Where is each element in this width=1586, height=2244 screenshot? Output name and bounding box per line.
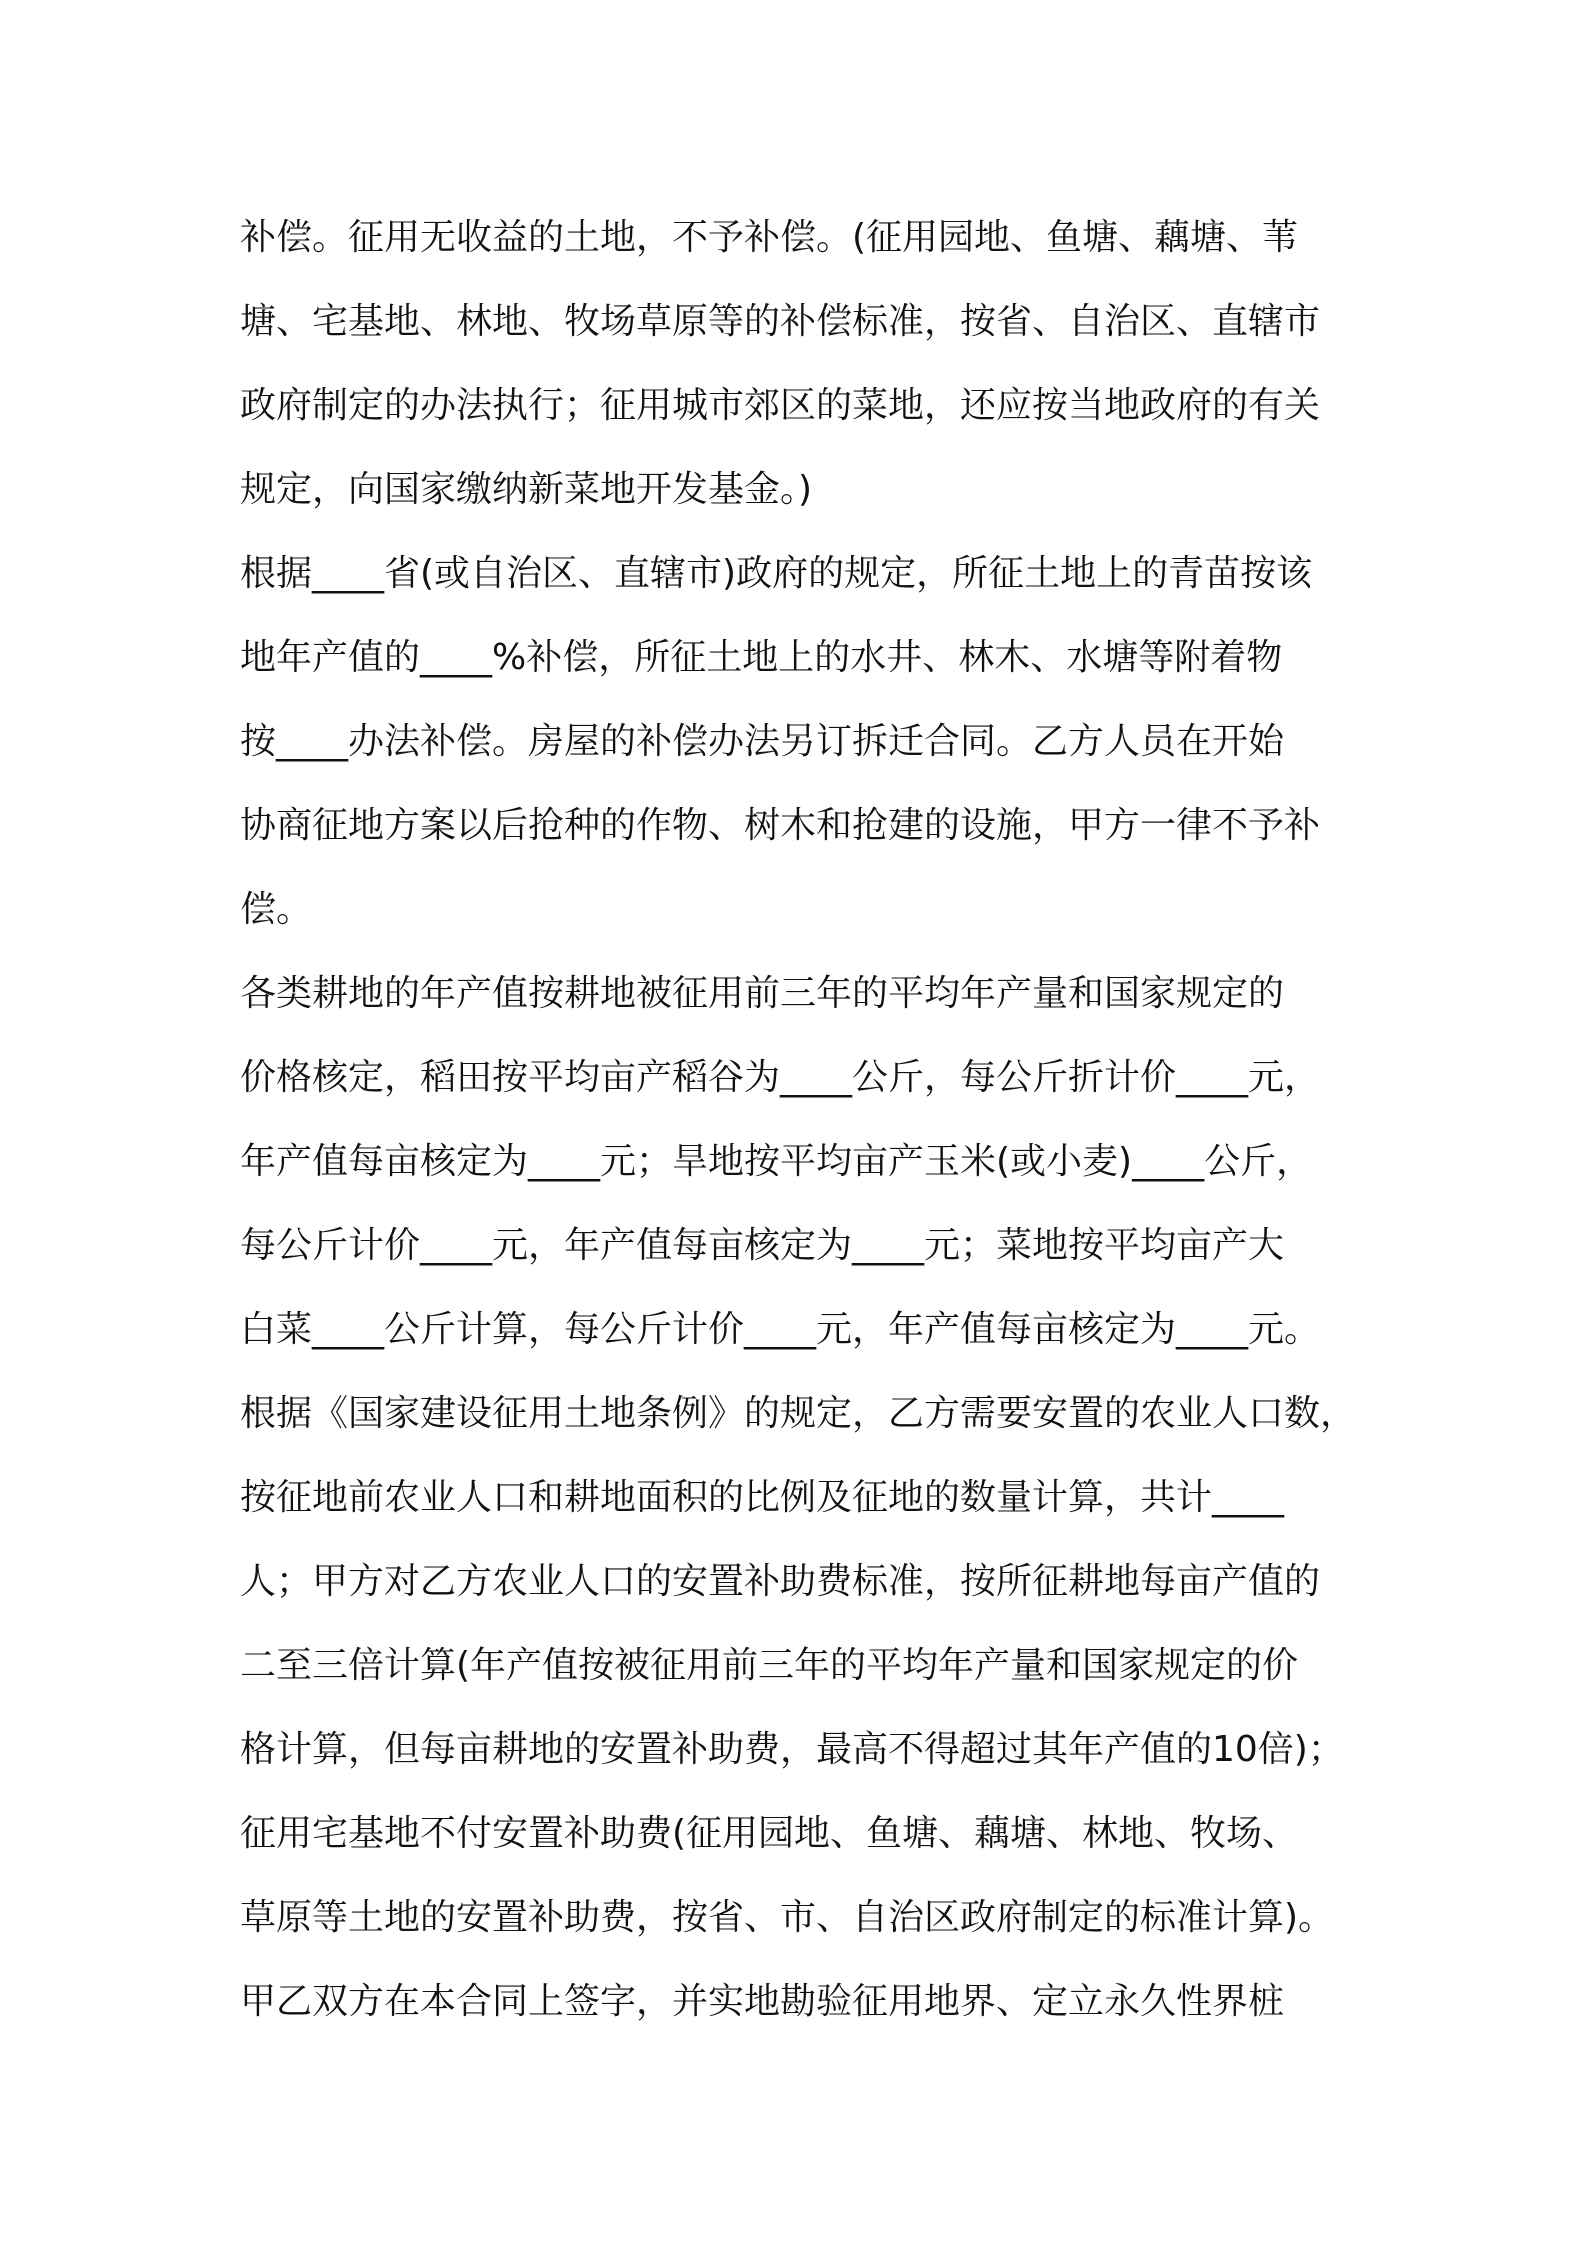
text-line-1: 补偿。征用无收益的土地，不予补偿。(征用园地、鱼塘、藕塘、苇 — [240, 217, 1299, 258]
text-line-4: 规定，向国家缴纳新菜地开发基金。) — [240, 469, 813, 510]
text-line-3: 政府制定的办法执行；征用城市郊区的菜地，还应按当地政府的有关 — [240, 385, 1321, 426]
text-line-19: 格计算，但每亩耕地的安置补助费，最高不得超过其年产值的10倍)； — [240, 1729, 1344, 1770]
text-line-2: 塘、宅基地、林地、牧场草原等的补偿标准，按省、自治区、直辖市 — [240, 301, 1321, 342]
text-line-11: 价格核定，稻田按平均亩产稻谷为____公斤，每公斤折计价____元， — [240, 1057, 1321, 1098]
text-line-14: 白菜____公斤计算，每公斤计价____元，年产值每亩核定为____元。 — [240, 1309, 1321, 1350]
text-line-5: 根据____省(或自治区、直辖市)政府的规定，所征土地上的青苗按该 — [240, 553, 1313, 594]
text-line-21: 草原等土地的安置补助费，按省、市、自治区政府制定的标准计算)。 — [240, 1897, 1335, 1938]
text-line-22: 甲乙双方在本合同上签字，并实地勘验征用地界、定立永久性界桩 — [240, 1981, 1285, 2022]
text-line-12: 年产值每亩核定为____元；旱地按平均亩产玉米(或小麦)____公斤， — [240, 1141, 1313, 1182]
contract-body-text — [240, 196, 1360, 2044]
text-line-6: 地年产值的____%补偿，所征土地上的水井、林木、水塘等附着物 — [240, 637, 1283, 678]
text-line-18: 二至三倍计算(年产值按被征用前三年的平均年产量和国家规定的价 — [240, 1645, 1299, 1686]
text-line-16: 按征地前农业人口和耕地面积的比例及征地的数量计算，共计____ — [240, 1477, 1285, 1518]
text-line-7: 按____办法补偿。房屋的补偿办法另订拆迁合同。乙方人员在开始 — [240, 721, 1285, 762]
text-line-9: 偿。 — [240, 889, 313, 930]
text-line-20: 征用宅基地不付安置补助费(征用园地、鱼塘、藕塘、林地、牧场、 — [240, 1813, 1299, 1854]
text-line-17: 人；甲方对乙方农业人口的安置补助费标准，按所征耕地每亩产值的 — [240, 1561, 1321, 1602]
text-line-8: 协商征地方案以后抢种的作物、树木和抢建的设施，甲方一律不予补 — [240, 805, 1321, 846]
text-line-10: 各类耕地的年产值按耕地被征用前三年的平均年产量和国家规定的 — [240, 973, 1285, 1014]
text-line-15: 根据《国家建设征用土地条例》的规定，乙方需要安置的农业人口数， — [240, 1393, 1357, 1434]
text-line-13: 每公斤计价____元，年产值每亩核定为____元；菜地按平均亩产大 — [240, 1225, 1285, 1266]
